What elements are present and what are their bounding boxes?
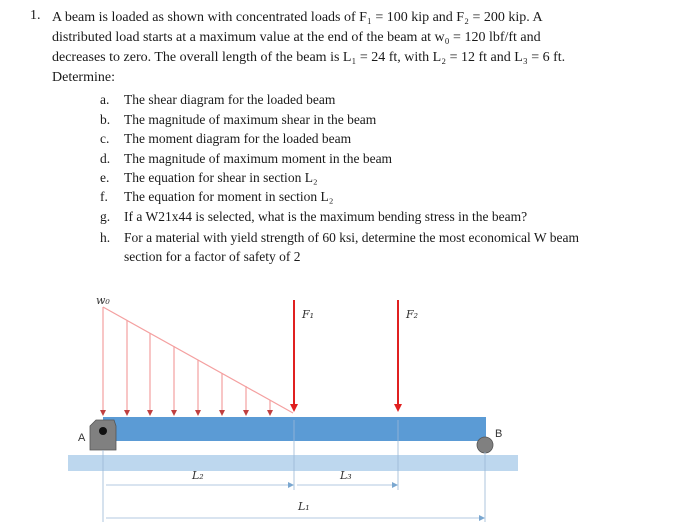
ground: [68, 455, 518, 471]
item-text: The shear diagram for the loaded beam: [124, 92, 336, 107]
item-text: section for a factor of safety of 2: [124, 249, 301, 264]
stem-line-4: Determine:: [52, 70, 115, 85]
item-text: The equation for shear in section L₂: [124, 170, 318, 185]
problem-number: 1.: [30, 8, 41, 23]
item-letter: g.: [100, 209, 111, 224]
question-item-f: [100, 187, 333, 207]
stem-line-1: A beam is loaded as shown with concentrated loads of F₁ = 100 kip and F₂ = 200 kip. A: [52, 10, 543, 25]
item-text: The equation for moment in section L₂: [124, 189, 334, 204]
label-l3: L₃: [340, 469, 352, 482]
item-letter: b.: [100, 112, 111, 127]
distributed-load: [103, 307, 293, 413]
item-text: The magnitude of maximum shear in the beam: [124, 112, 377, 127]
item-text: For a material with yield strength of 60 ksi, determine the most economical W beam: [124, 230, 580, 245]
item-letter: h.: [100, 230, 111, 245]
beam: [103, 417, 486, 441]
item-letter: d.: [100, 151, 111, 166]
label-f1: F₁: [302, 308, 315, 321]
item-text: If a W21x44 is selected, what is the maximum bending stress in the beam?: [124, 209, 528, 224]
label-l1: L₁: [298, 500, 310, 513]
beam-diagram: [0, 280, 681, 522]
question-item-e: [100, 168, 318, 188]
question-item-h-continued: [100, 247, 301, 267]
item-letter: c.: [100, 131, 110, 146]
support-b-roller: [477, 437, 493, 453]
item-text: The magnitude of maximum moment in the beam: [124, 151, 393, 166]
support-a: [90, 420, 116, 450]
item-letter: a.: [100, 92, 110, 107]
question-item-b: [100, 110, 376, 130]
question-item-a: [100, 90, 335, 110]
item-letter: f.: [100, 189, 108, 204]
question-item-d: [100, 149, 392, 169]
label-b: B: [495, 428, 503, 440]
beam-diagram-svg: [0, 280, 681, 522]
label-w0: w₀: [96, 294, 110, 307]
stem-line-3: decreases to zero. The overall length of the beam is L₁ = 24 ft, with L₂ = 12 ft and L₃ = 6 ft.: [52, 50, 566, 65]
stem-line-2: distributed load starts at a maximum value at the end of the beam at w₀ = 120 lbf/ft and: [52, 30, 541, 45]
item-text: The moment diagram for the loaded beam: [124, 131, 352, 146]
label-a: A: [78, 432, 86, 444]
question-item-h: [100, 228, 579, 248]
label-f2: F₂: [406, 308, 419, 321]
question-item-c: [100, 129, 351, 149]
question-item-g: [100, 207, 527, 227]
label-l2: L₂: [192, 469, 204, 482]
item-letter: e.: [100, 170, 110, 185]
